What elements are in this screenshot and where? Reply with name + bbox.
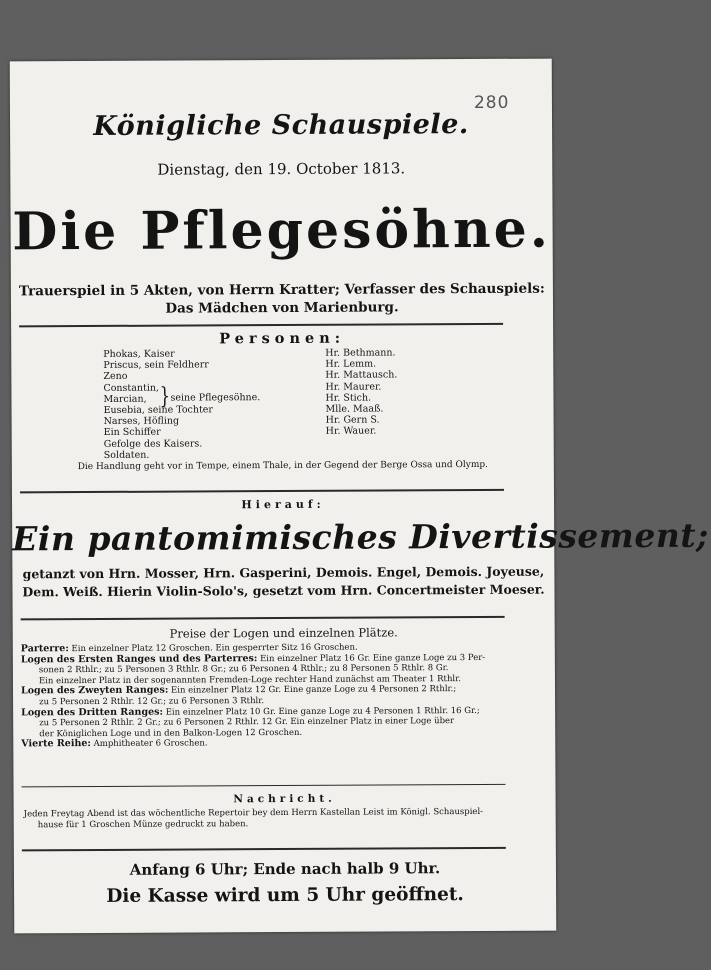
price-label: Vierte Reihe: — [21, 738, 91, 750]
price-text: Ein einzelner Platz 16 Gr. Eine ganze Loge zu 3 Per- — [260, 652, 486, 664]
cast-actor: Hr. Mattausch. — [325, 369, 398, 382]
price-label: Logen des Ersten Ranges und des Parterres: — [20, 652, 258, 665]
price-label: Logen des Zweyten Ranges: — [20, 684, 169, 697]
box-office-time: Die Kasse wird um 5 Uhr geöffnet. — [106, 884, 464, 907]
price-text: Ein einzelner Platz 12 Groschen. Ein gesperrter Sitz 16 Groschen. — [71, 642, 358, 655]
cast-role: Ein Schiffer — [103, 426, 161, 439]
price-text: sonen 2 Rthlr.; zu 5 Personen 3 Rthlr. 8 Gr.; zu 6 Personen 4 Rthlr.; zu 8 Personen 5 Rthlr. 8 Gr. — [38, 663, 449, 676]
playbill-sheet — [10, 59, 709, 934]
cast-role: Narses, Höfling — [103, 415, 180, 428]
theatre-heading: Königliche Schauspiele. — [93, 109, 469, 142]
cast-list — [103, 347, 484, 461]
brace-symbol: } — [159, 383, 170, 410]
price-text: Ein einzelner Platz 10 Gr. Eine ganze Loge zu 4 Personen 1 Rthlr. 16 Gr.; — [165, 705, 480, 718]
brace-label: seine Pflegesöhne. — [170, 391, 261, 404]
personen-heading: Personen: — [219, 329, 346, 348]
price-text: Amphitheater 6 Groschen. — [93, 738, 208, 750]
price-text: zu 5 Personen 2 Rthlr. 2 Gr.; zu 6 Personen 2 Rthlr. 12 Gr. Ein einzelner Platz in einer Loge über — [39, 716, 455, 729]
divider — [22, 784, 506, 788]
price-text: der Königlichen Loge und in den Balkon-Logen 12 Groschen. — [39, 727, 303, 740]
start-time: Anfang 6 Uhr; Ende nach halb 9 Uhr. — [129, 859, 441, 879]
hierauf-heading: Hierauf: — [241, 497, 325, 512]
cast-role: Gefolge des Kaisers. — [103, 437, 203, 450]
cast-role: Eusebia, seine Tochter — [103, 404, 213, 416]
cast-role: Marcian, — [103, 393, 147, 405]
cast-role: Soldaten. — [103, 449, 150, 461]
cast-actor: Mlle. Maaß. — [325, 403, 384, 415]
price-text: zu 5 Personen 2 Rthlr. 12 Gr.; zu 6 Personen 3 Rthlr. — [39, 696, 265, 708]
play-title: Die Pflegesöhne. — [12, 198, 552, 263]
notice-line: hause für 1 Groschen Münze gedruckt zu haben. — [37, 819, 249, 831]
price-list — [21, 642, 512, 751]
setting-note: Die Handlung geht vor in Tempe, einem Thale, in der Gegend der Berge Ossa und Olymp. — [77, 459, 489, 473]
cast-actor: Hr. Stich. — [325, 392, 372, 404]
cast-role: Priscus, sein Feldherr — [103, 359, 209, 372]
dancers-line1: getanzt von Hrn. Mosser, Hrn. Gasperini, Demois. Engel, Demois. Joyeuse, — [22, 563, 545, 582]
cast-role: Phokas, Kaiser — [103, 348, 175, 360]
price-row-vierte — [21, 737, 511, 750]
cast-actor: Hr. Gern S. — [325, 414, 380, 426]
divider — [19, 323, 503, 328]
performance-date: Dienstag, den 19. October 1813. — [157, 159, 406, 179]
price-text: Ein einzelner Platz in der sogenannten Fremden-Loge rechter Hand zunächst am Theater 1 Rthlr. — [38, 673, 461, 687]
archive-number: 280 — [473, 92, 510, 113]
dancers-line2: Dem. Weiß. Hierin Violin-Solo's, gesetzt vom Hrn. Concertmeister Moeser. — [22, 581, 545, 600]
notice-line: Jeden Freytag Abend ist das wöchentliche Repertoir bey dem Herrn Kastellan Leist im Königl. Schauspiel- — [23, 806, 484, 820]
divider — [22, 847, 506, 852]
cast-actor: Hr. Wauer. — [325, 425, 377, 438]
price-text: Ein einzelner Platz 12 Gr. Eine ganze Loge zu 4 Personen 2 Rthlr.; — [171, 684, 457, 696]
notice-heading: Nachricht. — [233, 792, 336, 806]
divider — [20, 489, 504, 494]
cast-actor: Hr. Bethmann. — [325, 347, 396, 359]
play-subtitle-line2: Das Mädchen von Marienburg. — [165, 299, 399, 317]
divertissement-title: Ein pantomimisches Divertissement; — [12, 515, 709, 559]
price-label: Logen des Dritten Ranges: — [21, 706, 164, 718]
cast-row — [104, 448, 484, 461]
cast-role: Constantin, — [103, 382, 160, 394]
divider — [21, 616, 505, 621]
cast-actor: Hr. Maurer. — [325, 381, 382, 393]
notice-text — [24, 807, 483, 831]
play-subtitle-line1: Trauerspiel in 5 Akten, von Herrn Kratter; Verfasser des Schauspiels: — [18, 280, 545, 300]
cast-actor: Hr. Lemm. — [325, 358, 377, 370]
price-label: Parterre: — [20, 643, 69, 655]
prices-heading: Preise der Logen und einzelnen Plätze. — [169, 625, 398, 641]
cast-role: Zeno — [103, 371, 128, 383]
